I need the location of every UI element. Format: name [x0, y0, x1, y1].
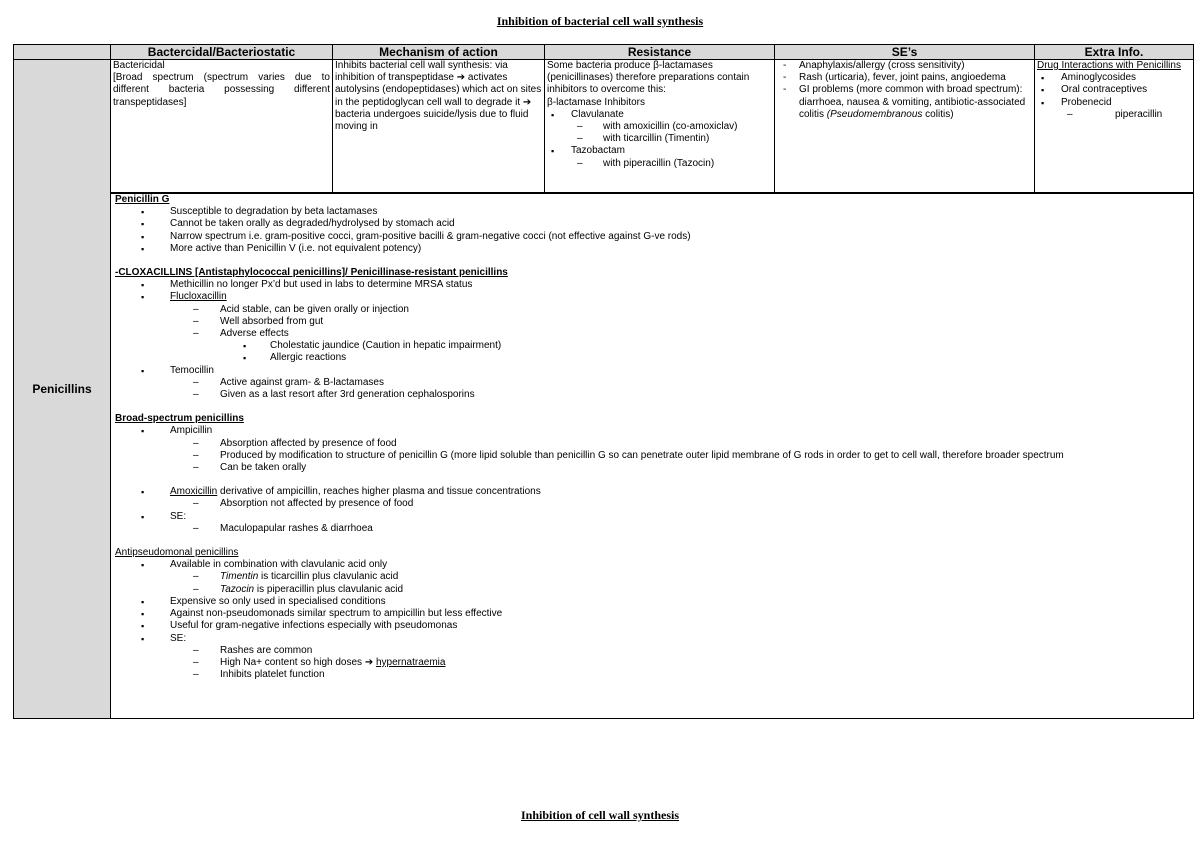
header-extra-info: Extra Info. [1035, 45, 1194, 60]
antipseudomonal-heading: Antipseudomonal penicillins [115, 547, 239, 559]
antip-item: ▪ Expensive so only used in specialised conditions [115, 596, 1189, 608]
document-title: Inhibition of bacterial cell wall synthesis [496, 14, 704, 28]
penicillin-g-heading: Penicillin G [115, 194, 170, 205]
peng-item: ▪ More active than Penicillin V (i.e. not equivalent potency) [115, 243, 1189, 255]
broad-subitem: – Absorption affected by presence of food [115, 438, 1189, 450]
bactericidal-text: Bactericidal [113, 60, 165, 71]
header-row [14, 45, 1194, 60]
clox-subitem: – Acid stable, can be given orally or injection [115, 304, 1189, 316]
interactions-heading: Drug Interactions with Penicillins [1037, 60, 1181, 71]
antip-item: ▪ Available in combination with clavulanic acid only [115, 559, 1189, 571]
penicillins-summary-row [14, 60, 1194, 194]
antip-subitem: – Tazocin is piperacillin plus clavulanic acid [115, 584, 1189, 596]
header-side-effects: SE’s [775, 45, 1035, 60]
broad-spectrum-heading: Broad-spectrum penicillins [115, 413, 244, 425]
resistance-intro: Some bacteria produce β-lactamases (penicillinases) therefore preparations contain inhibitors to overcome this: [547, 60, 750, 96]
peng-item: ▪ Narrow spectrum i.e. gram-positive cocci, gram-positive bacilli & gram-negative cocci (not effective against G-ve rods) [115, 231, 1189, 243]
broad-item: ▪ SE: [115, 511, 1189, 523]
clox-subsubitem: ▪ Cholestatic jaundice (Caution in hepatic impairment) [115, 340, 1189, 352]
cloxacillins-heading: -CLOXACILLINS [Antistaphylococcal penicillins]/ Penicillinase-resistant penicillins [115, 267, 508, 279]
antip-item: ▪ Against non-pseudomonads similar spectrum to ampicillin but less effective [115, 608, 1189, 620]
clox-subitem: – Active against gram- & B-lactamases [115, 377, 1189, 389]
se-gi-italic: (Pseudomembranous [826, 108, 923, 120]
cell-side-effects [775, 60, 1035, 194]
cell-resistance [545, 60, 775, 194]
interaction-aminoglycosides: ▪ Aminoglycosides [1037, 72, 1191, 84]
antip-subitem: – High Na+ content so high doses ➔ hypernatraemia [115, 657, 1189, 669]
antip-subitem: – Inhibits platelet function [115, 669, 1189, 681]
penicillins-detail-row [14, 193, 1194, 719]
broad-subitem: – Produced by modification to structure of penicillin G (more lipid soluble than penicillin G so can penetrate outer lipid membrane of G rods in order to get to cell wall, therefore broader spectrum [115, 450, 1189, 462]
header-resistance: Resistance [545, 45, 775, 60]
clox-item: ▪ Flucloxacillin [115, 291, 1189, 303]
header-bactericidal: Bactercidal/Bacteriostatic [111, 45, 333, 60]
inhibitors-label: β-lactamase Inhibitors [547, 96, 646, 108]
interaction-piperacillin: – piperacillin [1037, 109, 1191, 121]
broad-subitem: – Absorption not affected by presence of food [115, 498, 1189, 510]
corner-cell [14, 45, 111, 60]
interaction-probenecid: ▪ Probenecid [1037, 97, 1191, 109]
se-gi: - GI problems (more common with broad spectrum): diarrhoea, nausea & vomiting, antibiotic-associated colitis (Pseudomembranous colitis) [777, 84, 1032, 121]
tazo-piperacillin-item: – with piperacillin (Tazocin) [547, 158, 772, 170]
cell-bactericidal [111, 60, 333, 194]
antip-item: ▪ Useful for gram-negative infections especially with pseudomonas [115, 620, 1189, 632]
clox-item: ▪ Methicillin no longer Px’d but used in labs to determine MRSA status [115, 279, 1189, 291]
drug-table [13, 44, 1194, 719]
clox-subitem: – Given as a last resort after 3rd generation cephalosporins [115, 389, 1189, 401]
broad-item: ▪ Ampicillin [115, 425, 1189, 437]
interaction-oral-contraceptives: ▪ Oral contraceptives [1037, 84, 1191, 96]
clavulanate-item: ▪ Clavulanate [547, 109, 772, 121]
row-label-penicillins: Penicillins [14, 60, 111, 719]
antip-subitem: – Rashes are common [115, 645, 1189, 657]
clox-subitem: – Adverse effects [115, 328, 1189, 340]
clox-item: ▪ Temocillin [115, 365, 1189, 377]
cell-extra-info [1035, 60, 1194, 194]
clav-amoxicillin-item: – with amoxicillin (co-amoxiclav) [547, 121, 772, 133]
tazobactam-item: ▪ Tazobactam [547, 145, 772, 157]
se-rash: - Rash (urticaria), fever, joint pains, angioedema [777, 72, 1032, 84]
clox-subsubitem: ▪ Allergic reactions [115, 352, 1189, 364]
header-mechanism: Mechanism of action [333, 45, 545, 60]
spectrum-text: [Broad spectrum (spectrum varies due to different bacteria possessing different transpeptidases] [113, 72, 330, 108]
peng-item: ▪ Cannot be taken orally as degraded/hydrolysed by stomach acid [115, 218, 1189, 230]
next-page-title: Inhibition of cell wall synthesis [520, 808, 680, 822]
broad-item: ▪ Amoxicillin derivative of ampicillin, reaches higher plasma and tissue concentrations [115, 486, 1189, 498]
se-anaphylaxis: - Anaphylaxis/allergy (cross sensitivity) [777, 60, 1032, 72]
cell-detail [111, 193, 1194, 719]
cell-mechanism [333, 60, 545, 194]
clav-ticarcillin-item: – with ticarcillin (Timentin) [547, 133, 772, 145]
broad-subitem: – Can be taken orally [115, 462, 1189, 474]
peng-item: ▪ Susceptible to degradation by beta lactamases [115, 206, 1189, 218]
clox-subitem: – Well absorbed from gut [115, 316, 1189, 328]
broad-subitem: – Maculopapular rashes & diarrhoea [115, 523, 1189, 535]
antip-subitem: – Timentin is ticarcillin plus clavulanic acid [115, 571, 1189, 583]
antip-item: ▪ SE: [115, 633, 1189, 645]
mechanism-text: Inhibits bacterial cell wall synthesis: via inhibition of transpeptidase ➔ activates autolysins (endopeptidases) which act on sites in the peptidoglycan cell wall to degrade it ➔ bacteria undergoes suicide/lysis due to fluid moving in [335, 60, 542, 133]
